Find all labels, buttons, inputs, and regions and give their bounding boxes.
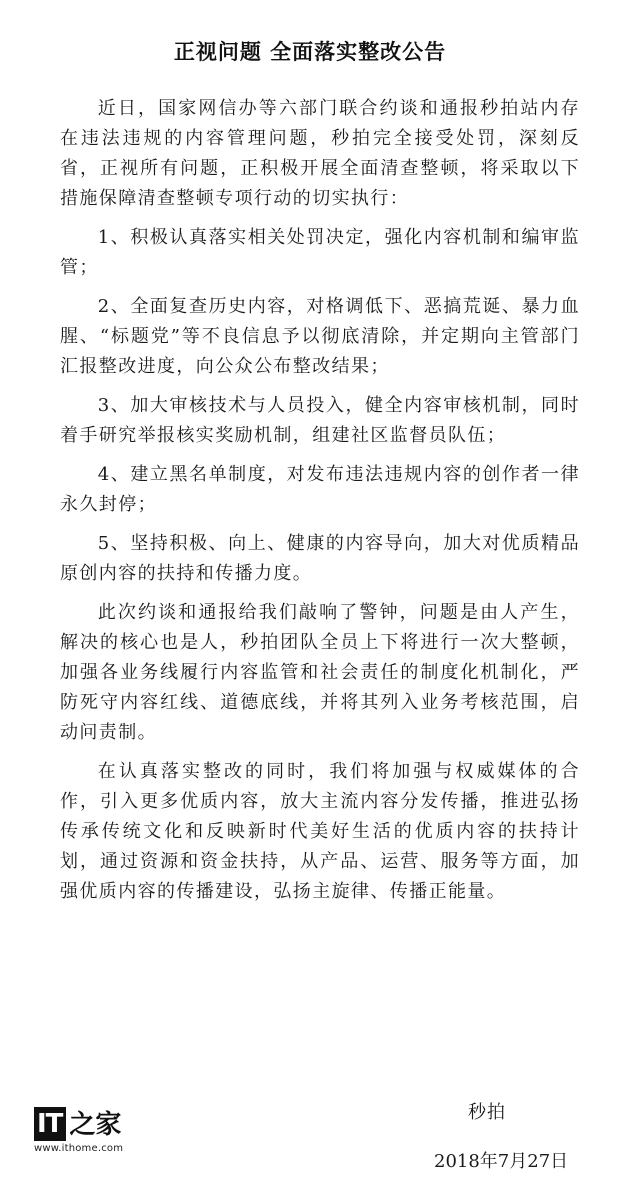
document-date: 2018年7月27日: [434, 1151, 569, 1172]
watermark-url: www.ithome.com: [34, 1143, 124, 1154]
document-body: [60, 94, 580, 916]
logo-it-text: IT: [34, 1107, 66, 1141]
paragraph-item-3: 3、加大审核技术与人员投入，健全内容审核机制，同时着手研究举报核实奖励机制，组建社区监督员队伍；: [60, 395, 580, 446]
paragraph-cooperation: 在认真落实整改的同时，我们将加强与权威媒体的合作，引入更多优质内容，放大主流内容分发传播，推进弘扬传承传统文化和反映新时代美好生活的优质内容的扶持计划，通过资源和资金扶持，从产品、运营、服务等方面，加强优质内容的传播建设，弘扬主旋律、传播正能量。: [60, 761, 580, 902]
paragraph-item-1: 1、积极认真落实相关处罚决定，强化内容机制和编审监管；: [60, 227, 580, 278]
paragraph-warning: 此次约谈和通报给我们敲响了警钟，问题是由人产生，解决的核心也是人，秒拍团队全员上下将进行一次大整顿，加强各业务线履行内容监管和社会责任的制度化机制化，严防死守内容红线、道德底线，并将其列入业务考核范围，启动问责制。: [60, 602, 580, 743]
ithome-watermark-logo: [34, 1107, 124, 1165]
paragraph-intro: 近日，国家网信办等六部门联合约谈和通报秒拍站内存在违法违规的内容管理问题，秒拍完全接受处罚，深刻反省，正视所有问题，正积极开展全面清查整顿，将采取以下措施保障清查整顿专项行动的切实执行：: [60, 98, 580, 209]
document-title: 正视问题 全面落实整改公告: [173, 40, 447, 64]
signature: 秒拍: [468, 1102, 506, 1123]
paragraph-item-2: 2、全面复查历史内容，对格调低下、恶搞荒诞、暴力血腥、“标题党”等不良信息予以彻底清除，并定期向主管部门汇报整改进度，向公众公布整改结果；: [60, 296, 580, 377]
ithome-logo-mark: [34, 1107, 124, 1141]
paragraph-item-5: 5、坚持积极、向上、健康的内容导向，加大对优质精品原创内容的扶持和传播力度。: [60, 533, 580, 584]
paragraph-item-4: 4、建立黑名单制度，对发布违法违规内容的创作者一律永久封停；: [60, 464, 580, 515]
logo-home-text: 之家: [69, 1110, 122, 1140]
